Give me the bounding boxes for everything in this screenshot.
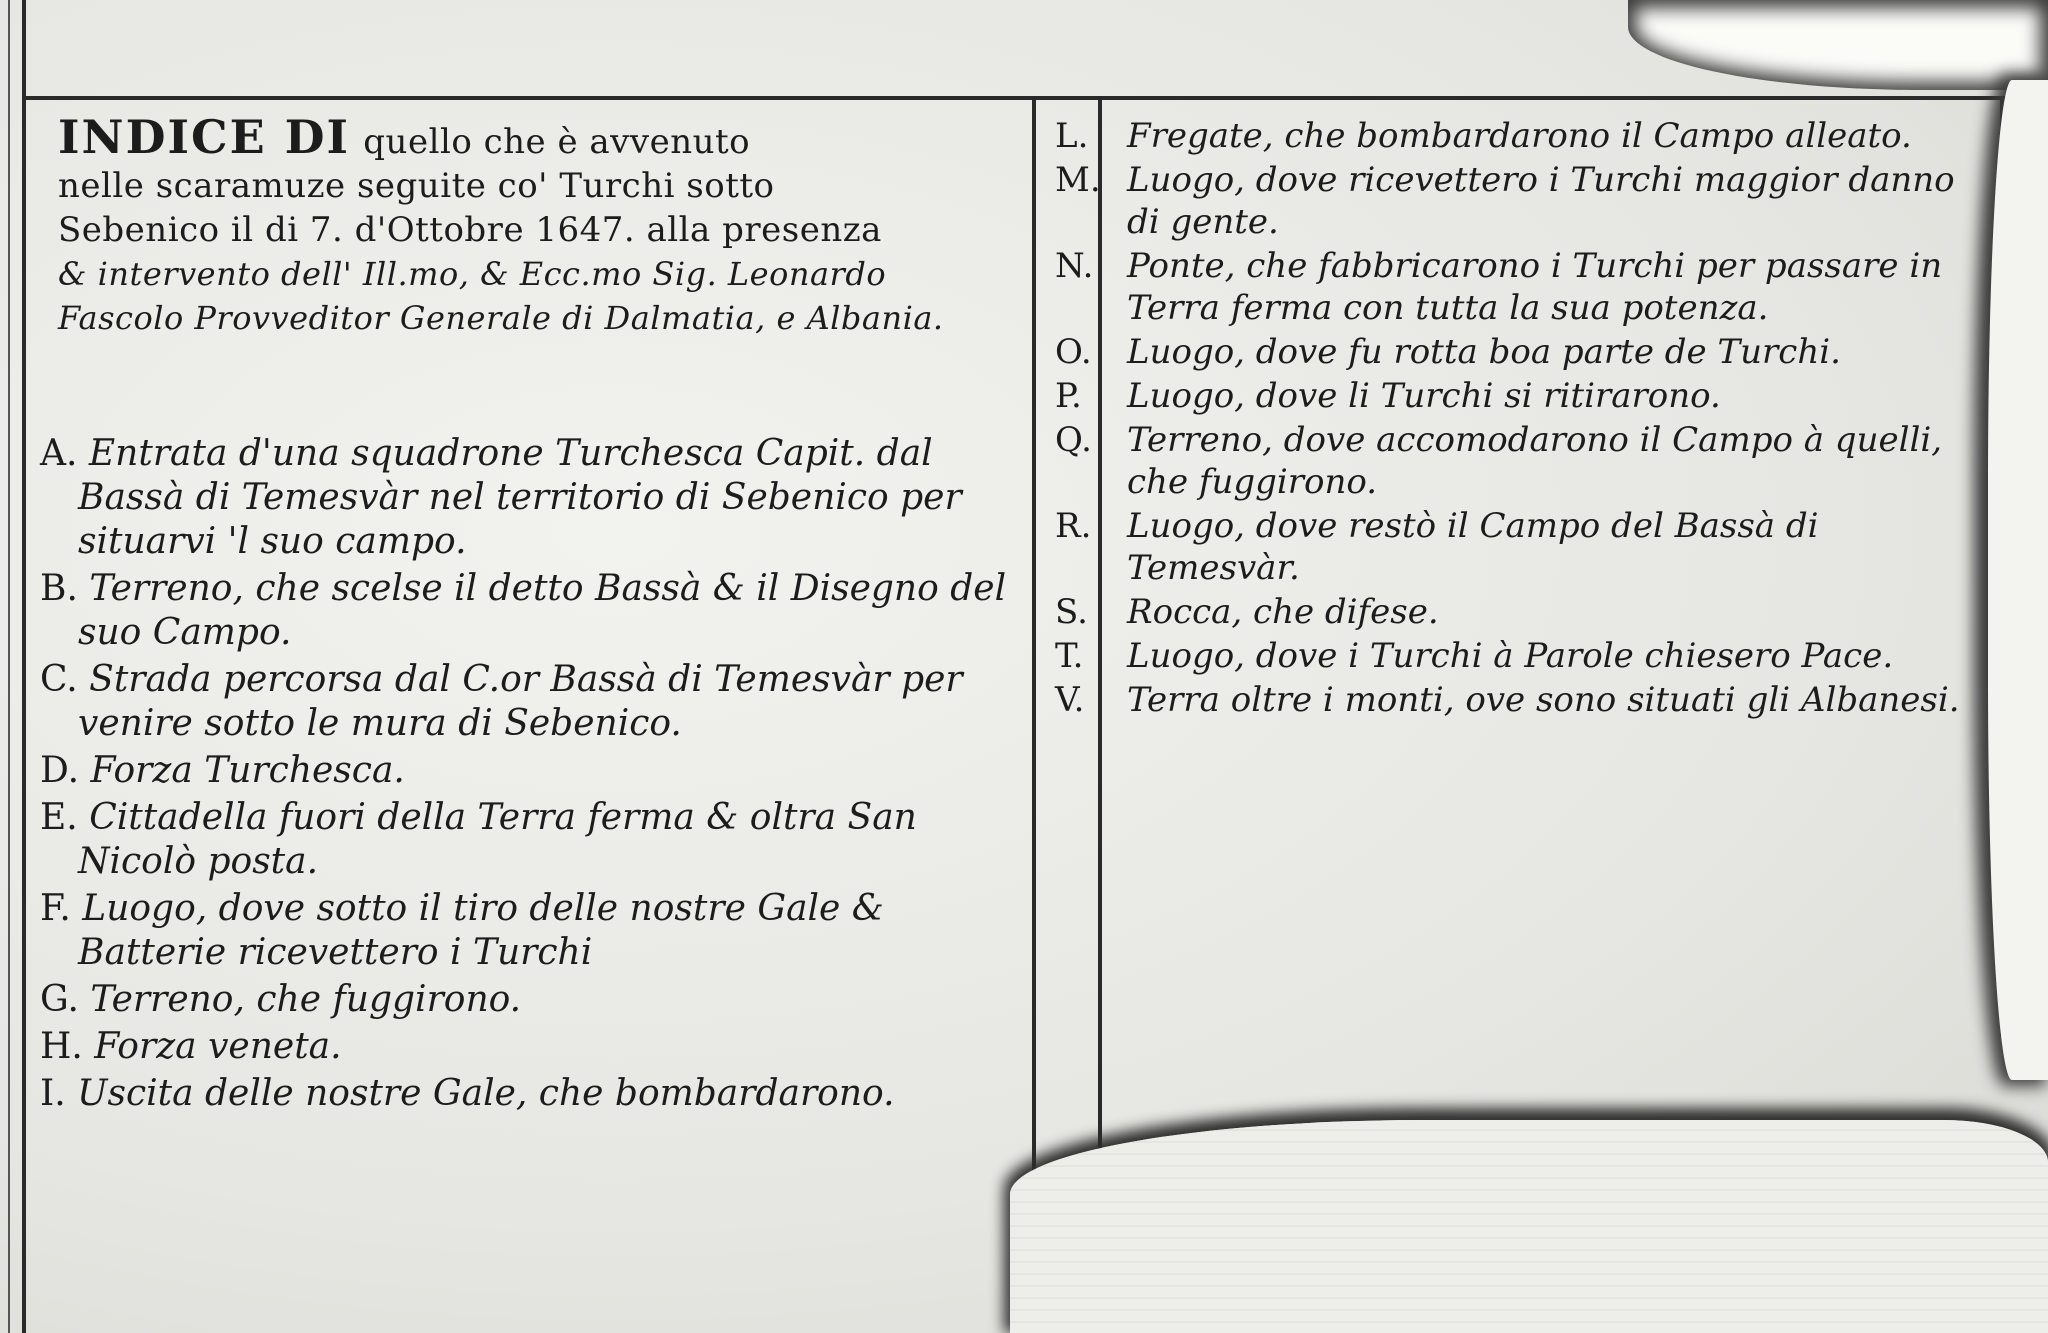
index-left-column bbox=[40, 110, 1025, 1119]
index-item-c: C. Strada percorsa dal C.or Bassà di Temesvàr per venire sotto le mura di Sebenico. bbox=[40, 659, 963, 744]
index-item-r: R. Luogo, dove restò il Campo del Bassà di Temesvàr. bbox=[1055, 506, 1819, 588]
burned-edge-right bbox=[1988, 80, 2048, 1080]
index-item-e: E. Cittadella fuori della Terra ferma & oltra San Nicolò posta. bbox=[40, 797, 917, 882]
title-lead: INDICE DI bbox=[58, 110, 351, 164]
title-line-1 bbox=[58, 110, 1025, 164]
frame-border-left bbox=[22, 0, 26, 1333]
index-item-h: H. Forza veneta. bbox=[40, 1026, 342, 1067]
index-item-t: T. Luogo, dove i Turchi à Parole chiesero Pace. bbox=[1055, 636, 1894, 676]
index-item-i: I. Uscita delle nostre Gale, che bombardarono. bbox=[40, 1073, 895, 1114]
index-item-o: O. Luogo, dove fu rotta boa parte de Turchi. bbox=[1055, 332, 1841, 372]
index-item-l: L. Fregate, che bombardarono il Campo alleato. bbox=[1055, 116, 1912, 156]
outer-frame-line bbox=[8, 0, 10, 1333]
index-item-s: S. Rocca, che difese. bbox=[1055, 592, 1439, 632]
index-item-f: F. Luogo, dove sotto il tiro delle nostre Gale & Batterie ricevettero i Turchi bbox=[40, 888, 884, 973]
index-items-left bbox=[40, 432, 1025, 1116]
index-item-a: A. Entrata d'una squadrone Turchesca Capit. dal Bassà di Temesvàr nel territorio di Sebenico per situarvi 'l suo campo. bbox=[40, 433, 962, 562]
title-line-3: Sebenico il di 7. d'Ottobre 1647. alla presenza bbox=[58, 210, 882, 250]
index-item-n: N. Ponte, che fabbricarono i Turchi per passare in Terra ferma con tutta la sua potenza. bbox=[1055, 246, 1943, 328]
index-item-b: B. Terreno, che scelse il detto Bassà & il Disegno del suo Campo. bbox=[40, 568, 1007, 653]
index-item-m: M. Luogo, dove ricevettero i Turchi maggior danno di gente. bbox=[1055, 160, 1955, 242]
title-line-4: & intervento dell' Ill.mo, & Ecc.mo Sig. Leonardo bbox=[58, 255, 887, 293]
index-title bbox=[58, 110, 1025, 340]
index-item-g: G. Terreno, che fuggirono. bbox=[40, 979, 522, 1020]
title-line1-rest: quello che è avvenuto bbox=[363, 122, 751, 162]
index-item-q: Q. Terreno, dove accomodarono il Campo à quelli, che fuggirono. bbox=[1055, 420, 1943, 502]
title-line-5: Fascolo Provveditor Generale di Dalmatia, e Albania. bbox=[58, 299, 944, 337]
index-item-p: P. Luogo, dove li Turchi si ritirarono. bbox=[1055, 376, 1721, 416]
column-divider bbox=[1032, 96, 1036, 1271]
index-item-d: D. Forza Turchesca. bbox=[40, 750, 405, 791]
title-line-2: nelle scaramuze seguite co' Turchi sotto bbox=[58, 166, 775, 206]
index-right-column bbox=[1055, 115, 1995, 723]
frame-border-top bbox=[26, 96, 2006, 100]
burned-edge-bottom bbox=[1010, 1120, 2048, 1333]
index-item-v: V. Terra oltre i monti, ove sono situati gli Albanesi. bbox=[1055, 680, 1960, 720]
